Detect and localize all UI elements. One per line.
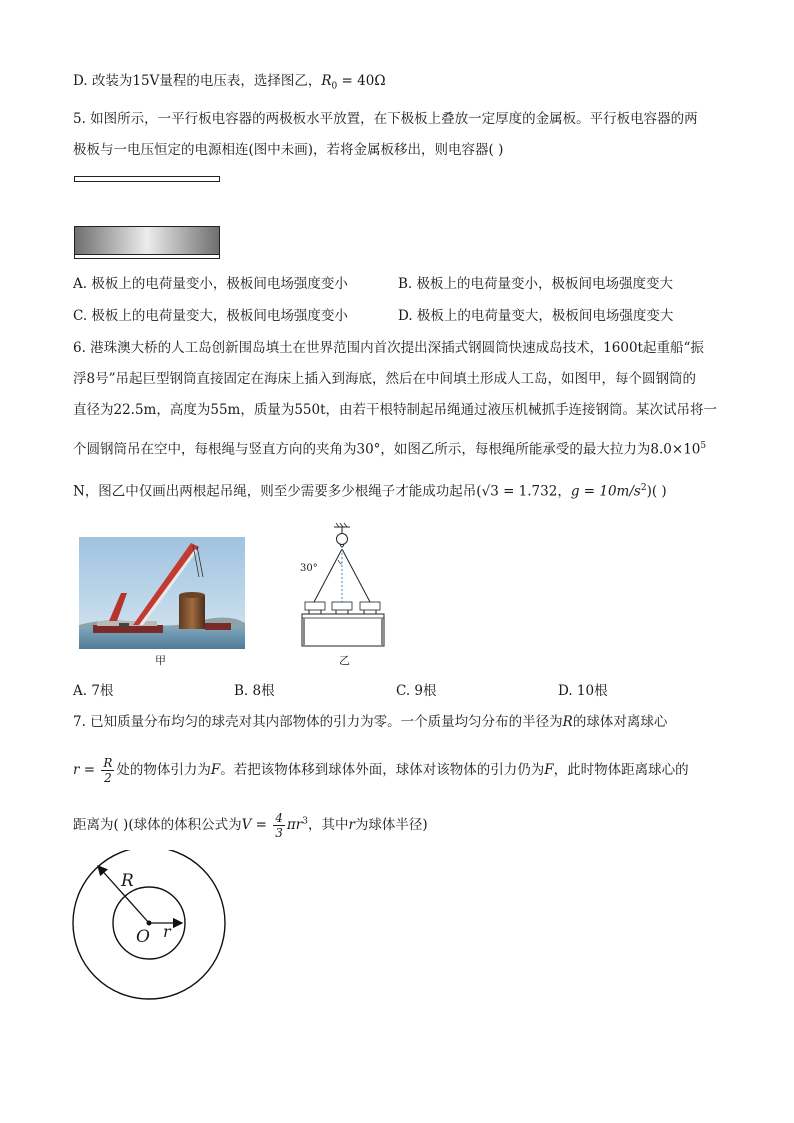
sphere-figure — [70, 850, 230, 1012]
q6-line-4 — [73, 437, 706, 459]
volume-symbol: V = — [241, 817, 267, 833]
q5-option-d[interactable]: D. 极板上的电荷量变大，极板间电场强度变大 — [398, 308, 674, 324]
q6-line-1: 6. 港珠澳大桥的人工岛创新围岛填土在世界范围内首次提出深插式钢圆筒快速成岛技术，1600t起重船“振 — [73, 340, 704, 356]
q7-line-3-text: 距离为( )(球体的体积公式为 — [73, 817, 242, 833]
q6-line-5-text: N，图乙中仅画出两根起吊绳，则至少需要多少根绳子才能成功起吊( — [73, 483, 482, 500]
fig-label-O: O — [136, 927, 150, 947]
frac-denominator: 2 — [104, 771, 112, 785]
force-symbol-2: F — [544, 762, 554, 778]
q7-line-2-text-a: 处的物体引力为 — [116, 762, 211, 778]
q7-line-1-end: 的球体对离球心 — [572, 714, 668, 730]
q5-option-c[interactable]: C. 极板上的电荷量变大，极板间电场强度变小 — [73, 308, 348, 324]
q7-line-3-end: 为球体半径) — [354, 817, 428, 833]
r0-subscript: 0 — [331, 81, 338, 92]
q6-line-2: 浮8号”吊起巨型钢筒直接固定在海床上插入到海底，然后在中间填土形成人工岛，如图甲，每个圆钢筒的 — [73, 371, 696, 387]
q7-line-1-text: 7. 已知质量分布均匀的球壳对其内部物体的引力为零。一个质量均匀分布的半径为 — [73, 714, 563, 730]
q7-line-1 — [73, 713, 667, 731]
q6-option-d[interactable]: D. 10根 — [558, 683, 608, 699]
q7-r-equals: r = — [73, 762, 96, 778]
q4-option-d — [73, 72, 386, 96]
q5-option-a[interactable]: A. 极板上的电荷量变小，极板间电场强度变小 — [73, 276, 348, 292]
four-thirds-fraction — [273, 811, 285, 840]
vol-denominator: 3 — [275, 826, 283, 840]
q6-comma: ， — [557, 483, 571, 500]
q7-line-2 — [73, 756, 689, 785]
fig-jia-caption: 甲 — [155, 654, 166, 667]
q7-line-3 — [73, 811, 428, 840]
pi-r: πr — [286, 817, 303, 833]
q5-line-2: 极板与一电压恒定的电源相连(图中未画)，若将金属板移出，则电容器( ) — [73, 142, 504, 158]
q4-option-d-text: D. 改装为15V量程的电压表，选择图乙， — [73, 73, 322, 89]
q7-line-2-text-b: 。若把该物体移到球体外面，球体对该物体的引力仍为 — [220, 762, 545, 778]
fig-label-R: R — [121, 871, 134, 891]
angle-label: 30° — [300, 563, 318, 574]
q6-exponent: 5 — [700, 441, 707, 451]
capacitor-figure — [74, 174, 224, 260]
metal-slab — [75, 227, 220, 255]
upper-plate — [75, 177, 220, 182]
r0-symbol: R — [321, 73, 332, 89]
rope-diagram — [300, 522, 390, 650]
q7-line-2-text-c: ，此时物体距离球心的 — [553, 762, 689, 778]
gravity-exponent: 2 — [640, 483, 647, 493]
vol-numerator: 4 — [275, 811, 283, 825]
fig-yi-caption: 乙 — [339, 654, 350, 667]
r-half-fraction — [101, 756, 114, 785]
q7-radius-symbol: R — [562, 714, 573, 730]
r0-value: = 40Ω — [337, 73, 386, 89]
crane-photo — [79, 537, 245, 649]
force-symbol: F — [210, 762, 221, 778]
q6-line-5 — [73, 479, 667, 501]
q6-option-b[interactable]: B. 8根 — [234, 683, 275, 699]
q6-option-a[interactable]: A. 7根 — [73, 683, 114, 699]
q6-answer-bracket: )( ) — [646, 483, 667, 500]
sqrt3-value: √3 = 1.732 — [481, 483, 558, 500]
q7-line-3-where: ，其中 — [307, 817, 349, 833]
q6-option-c[interactable]: C. 9根 — [396, 683, 437, 699]
frac-numerator: R — [103, 756, 113, 770]
q7-r-symbol: r — [348, 817, 355, 833]
q5-option-b[interactable]: B. 极板上的电荷量变小，极板间电场强度变大 — [398, 276, 674, 292]
lower-plate — [75, 255, 220, 259]
cube-exponent: 3 — [302, 816, 308, 827]
q6-line-4-text: 个圆钢筒吊在空中，每根绳与竖直方向的夹角为30°，如图乙所示，每根绳所能承受的最大拉力为8.0×10 — [73, 441, 701, 458]
q6-line-3: 直径为22.5m，高度为55m，质量为550t，由若干根特制起吊绳通过液压机械抓手连接钢筒。某次试吊将一 — [73, 402, 718, 418]
fig-label-r: r — [163, 922, 171, 941]
q5-line-1: 5. 如图所示，一平行板电容器的两极板水平放置，在下极板上叠放一定厚度的金属板。平行板电容器的两 — [73, 111, 698, 127]
gravity-value: g = 10m/s — [570, 483, 641, 500]
